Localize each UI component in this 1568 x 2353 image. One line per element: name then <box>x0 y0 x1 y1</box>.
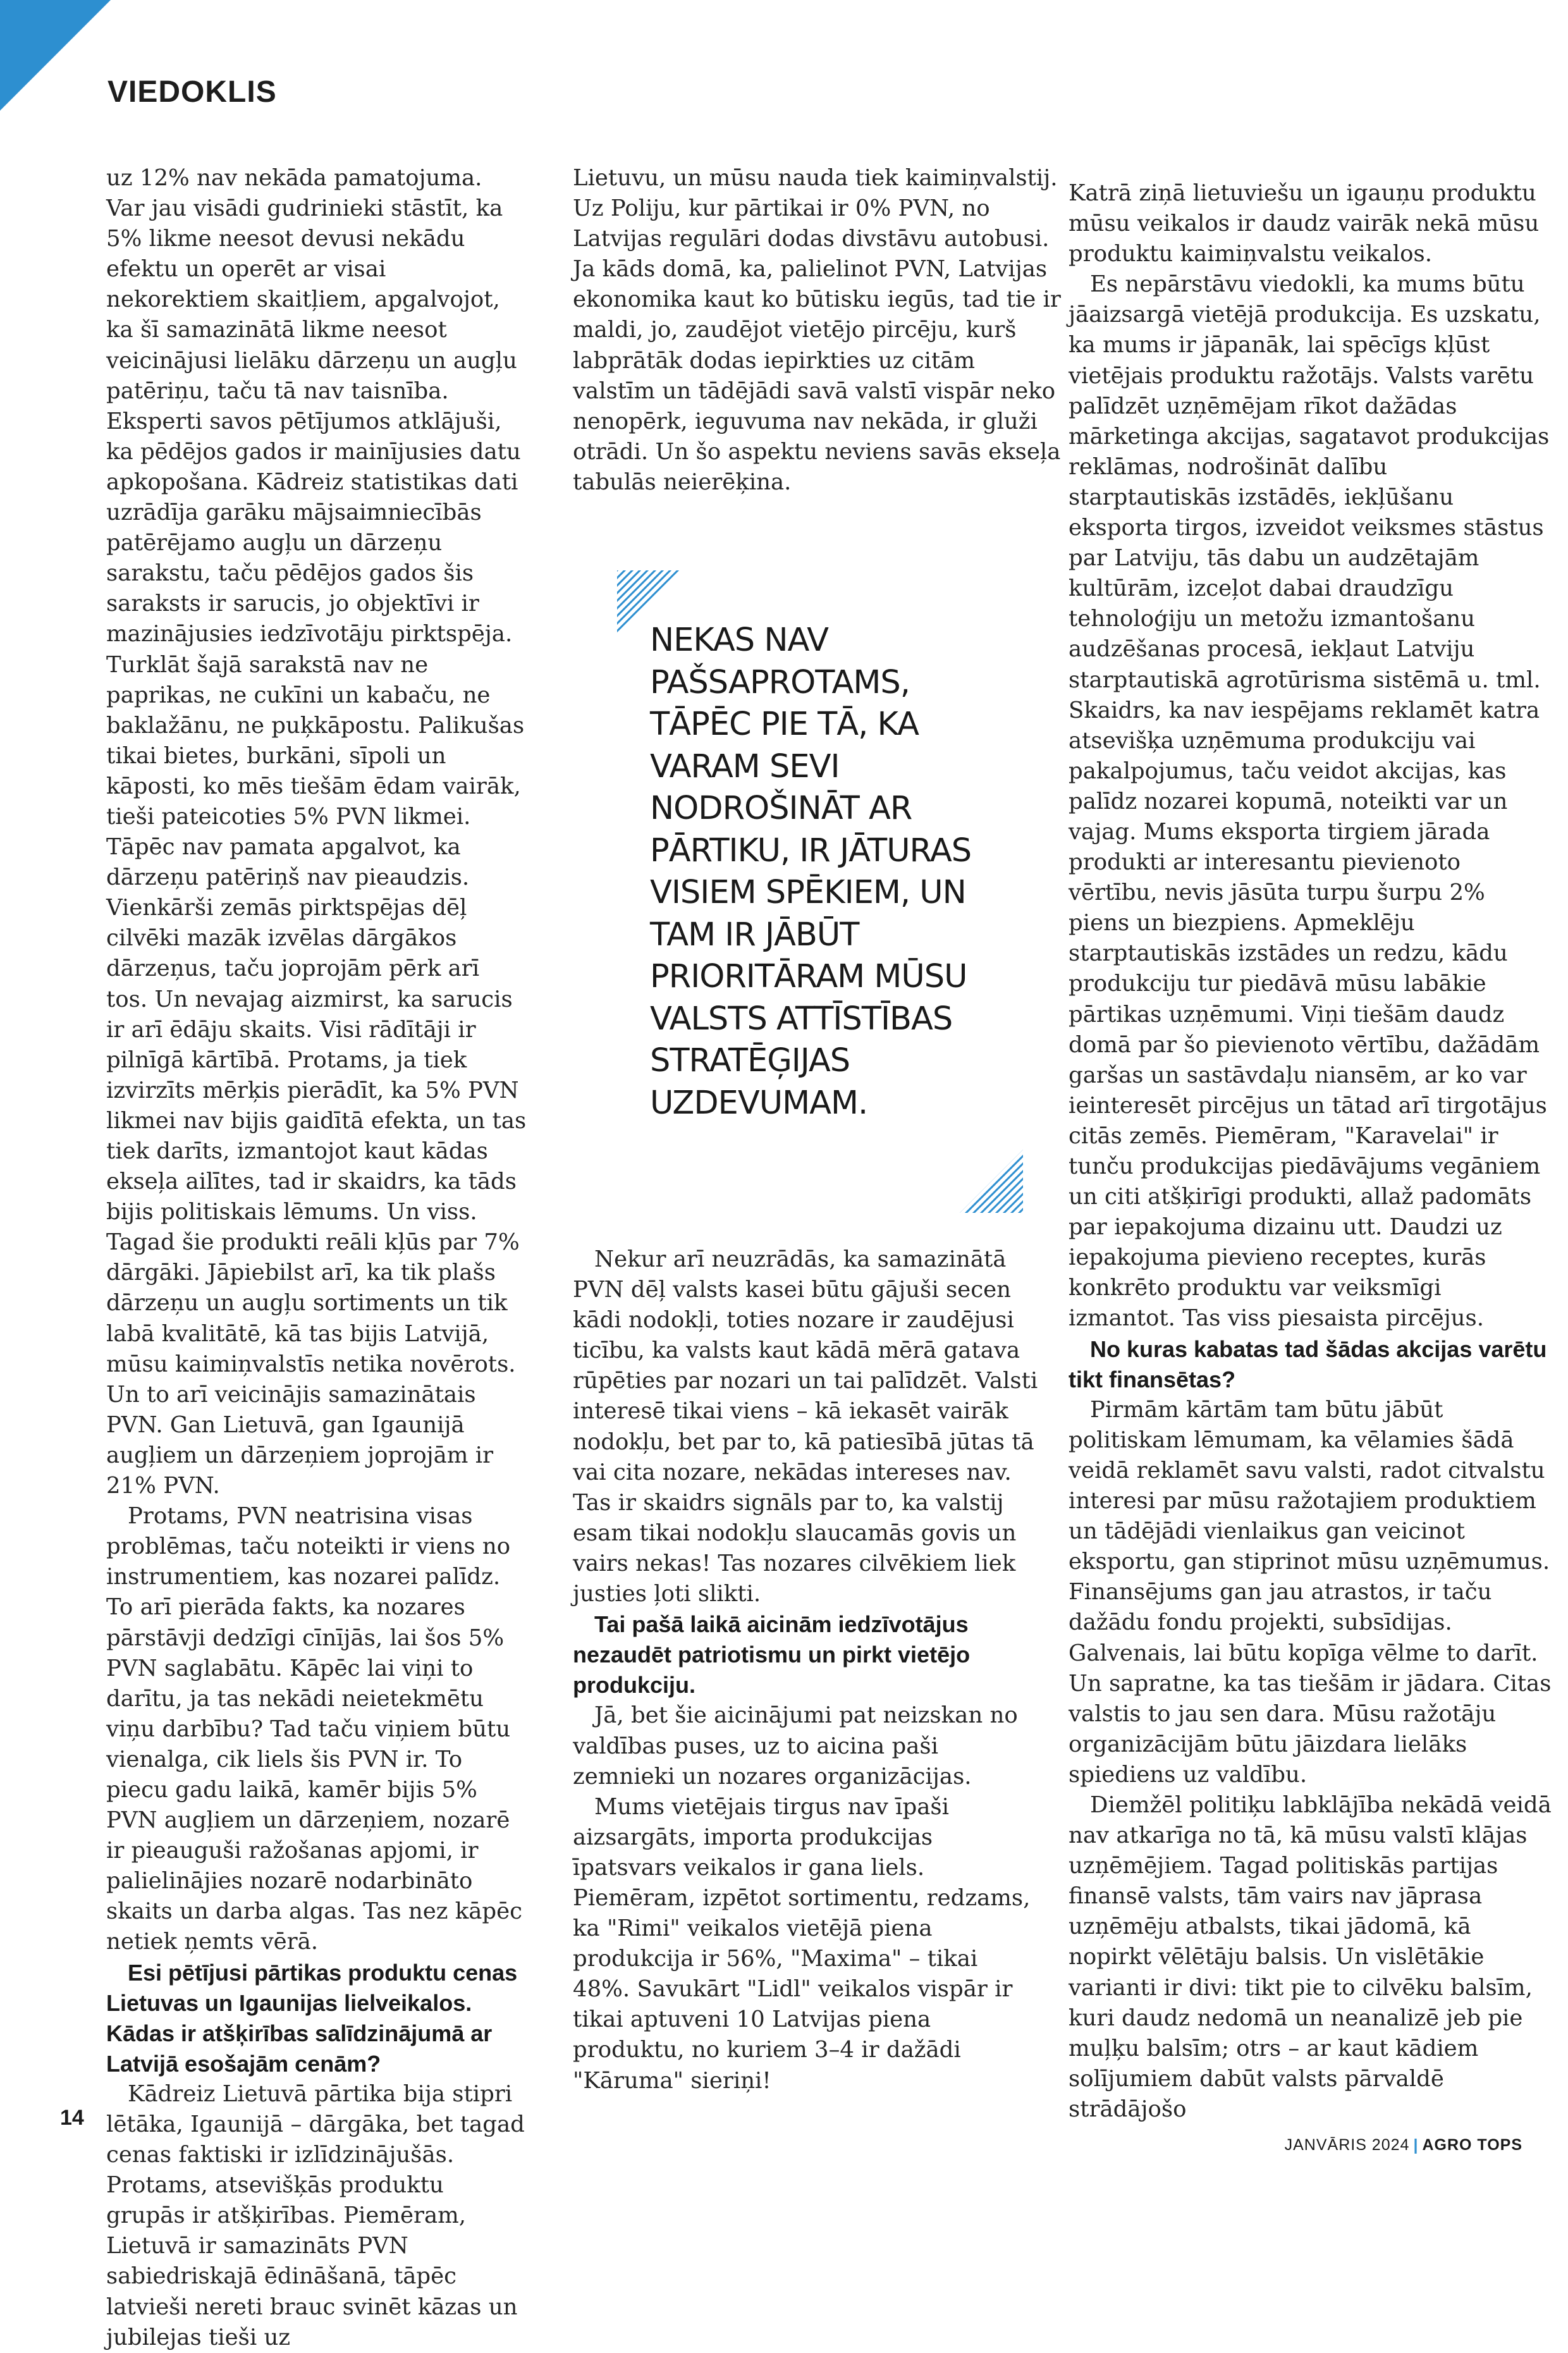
article-column-1 <box>106 163 527 2353</box>
paragraph: Jā, bet šie aicinājumi pat neizskan no valdības puses, uz to aicina paši zemnieki un nozares organizācijas. <box>573 1702 1018 1790</box>
corner-accent <box>0 0 111 111</box>
magazine-name: AGRO TOPS <box>1422 2136 1522 2154</box>
paragraph: Kādreiz Lietuvā pārtika bija stipri lētāka, Igaunijā – dārgāka, bet tagad cenas faktiski ir izlīdzinājušās. Protams, atsevišķās produktu grupās ir atšķirības. Piemēram, Lietuvā ir samazināts PVN sabiedriskajā ēdināšanā, tāpēc latvieši nereti brauc svinēt kāzas un jubilejas tieši uz <box>106 2080 525 2350</box>
paragraph: Mums vietējais tirgus nav īpaši aizsargāts, importa produkcijas īpatsvars veikalos ir gana liels. Piemēram, izpētot sortimentu, redzams, ka "Rimi" veikalos vietējā piena produkcija ir 56%, "Maxima" – tikai 48%. Savukārt "Lidl" veikalos vispār ir tikai aptuveni 10 Latvijas piena produktu, no kuriem 3–4 ir dažādi "Kāruma" sieriņi! <box>573 1793 1031 2094</box>
paragraph: Es nepārstāvu viedokli, ka mums būtu jāaizsargā vietējā produkcija. Es uzskatu, ka mums ir jāpanāk, lai spēcīgs kļūst vietējais produktu ražotājs. Valsts varētu palīdzēt uzņēmējam rīkot dažādas mārketinga akcijas, sagatavot produkcijas reklāmas, nodrošināt dalību starptautiskās izstādēs, iekļūšanu eksporta tirgos, izveidot veiksmes stāstus par Latviju, tās dabu un audzētajām kultūrām, izceļot dabai draudzīgu tehnoloģiju un metožu izmantošanu audzēšanas procesā, iekļaut Latviju starptautiskā agrotūrisma sistēmā u. tml. Skaidrs, ka nav iespējams reklamēt katra atsevišķa uzņēmuma produkciju vai pakalpojumus, taču veidot akcijas, kas palīdz nozarei kopumā, noteikti var un vajag. Mums eksporta tirgiem jārada produkti ar interesantu pievienoto vērtību, nevis jāsūta turpu šurpu 2% piens un biezpiens. Apmeklēju starptautiskās izstādes un redzu, kādu produkciju tur piedāvā mūsu labākie pārtikas uzņēmumi. Viņi tiešām daudz domā par šo pievienoto vērtību, dažādām garšas un sastāvdaļu niansēm, ar ko var ieinteresēt pircējus un tātad arī tirgotājus citās zemēs. Piemēram, "Karavelai" ir tunču produkcijas piedāvājums vegāniem un citi atšķirīgi produkti, allaž padomāts par iepakojuma dizainu utt. Daudzi uz iepakojuma pievieno receptes, kurās konkrēto produktu var veiksmīgi izmantot. Tas viss piesaista pircējus. <box>1069 271 1550 1332</box>
section-title: VIEDOKLIS <box>107 75 277 109</box>
paragraph: Diemžēl politiķu labklājība nekādā veidā nav atkarīga no tā, kā mūsu valstī klājas uzņēmējiem. Tagad politiskās partijas finansē valsts, tām vairs nav jāprasa uzņēmēju atbalsts, tikai jādomā, kā nopirkt vēlētāju balsis. Un vislētākie varianti ir divi: tikt pie to cilvēku balsīm, kuri daudz nedomā un neanalizē jeb pie muļķu balsīm; otrs – ar kaut kādiem solījumiem dabūt valsts pārvaldē strādājošo <box>1069 1791 1552 2122</box>
paragraph: Protams, PVN neatrisina visas problēmas, taču noteikti ir viens no instrumentiem, kas nozarei palīdz. To arī pierāda fakts, ka nozares pārstāvji dedzīgi cīnījās, lai šos 5% PVN saglabātu. Kāpēc lai viņi to darītu, ja tas nekādi neietekmētu viņu darbību? Tad taču viņiem būtu vienalga, cik liels šis PVN ir. To piecu gadu laikā, kamēr bijis 5% PVN augļiem un dārzeņiem, nozarē ir pieauguši ražošanas apjomi, ir palielinājies nozarē nodarbināto skaits un darba algas. Tas nez kāpēc netiek ņemts vērā. <box>106 1503 522 1955</box>
issue-date: JANVĀRIS 2024 <box>1284 2136 1410 2154</box>
footer-masthead <box>1285 2136 1522 2154</box>
interview-question: Tai pašā laikā aicinām iedzīvotājus nezaudēt patriotismu un pirkt vietējo produkciju. <box>573 1611 971 1699</box>
paragraph: Lietuvu, un mūsu nauda tiek kaimiņvalstij. Uz Poliju, kur pārtikai ir 0% PVN, no Latvijas regulāri dodas divstāvu autobusi. Ja kāds domā, ka, palielinot PVN, Latvijas ekonomika kaut ko būtisku iegūs, tad tie ir maldi, jo, zaudējot vietējo pircēju, kurš labprātāk dodas iepirkties uz citām valstīm un tādējādi savā valstī vispār neko nenopērk, ieguvuma nav nekāda, ir gluži otrādi. Un šo aspektu neviens savās ekseļa tabulās neierēķina. <box>573 165 1061 495</box>
paragraph: uz 12% nav nekāda pamatojuma. Var jau visādi gudrinieki stāstīt, ka 5% likme neesot devusi nekādu efektu un operēt ar visai nekorektiem skaitļiem, apgalvojot, ka šī samazinātā likme neesot veicinājusi lielāku dārzeņu un augļu patēriņu, taču tā nav taisnība. Eksperti savos pētījumos atklājuši, ka pēdējos gados ir mainījusies datu apkopošana. Kādreiz statistikas dati uzrādīja garāku mājsaimniecībās patērējamo augļu un dārzeņu sarakstu, taču pēdējos gados šis saraksts ir sarucis, jo objektīvi ir mazinājusies iedzīvotāju pirktspēja. Turklāt šajā sarakstā nav ne paprikas, ne cukīni un kabaču, ne baklažānu, ne puķkāpostu. Palikušas tikai bietes, burkāni, sīpoli un kāposti, ko mēs tiešām ēdam vairāk, tieši pateicoties 5% PVN likmei. Tāpēc nav pamata apgalvot, ka dārzeņu patēriņš nav pieaudzis. Vienkārši zemās pirktspējas dēļ cilvēki mazāk izvēlas dārgākos dārzeņus, taču joprojām pērk arī tos. Un nevajag aizmirst, ka sarucis ir arī ēdāju skaits. Visi rādītāji ir pilnīgā kārtībā. Protams, ja tiek izvirzīts mērķis pierādīt, ka 5% PVN likmei nav bijis gaidītā efekta, un tas tiek darīts, izmantojot kaut kādas ekseļa ailītes, tad ir skaidrs, ka tāds bijis politiskais lēmums. Un viss. Tagad šie produkti reāli kļūs par 7% dārgāki. Jāpiebilst arī, ka tik plašs dārzeņu un augļu sortiments un tik labā kvalitātē, kā tas bijis Latvijā, mūsu kaimiņvalstīs netika novērots. Un to arī veicinājis samazinātais PVN. Gan Lietuvā, gan Igaunijā augļiem un dārzeņiem joprojām ir 21% PVN. <box>106 165 527 1499</box>
interview-question: No kuras kabatas tad šādas akcijas varētu tikt finansētas? <box>1069 1336 1547 1392</box>
footer-divider: | <box>1413 2136 1419 2154</box>
article-column-2 <box>573 163 1061 498</box>
pull-quote: NEKAS NAV PAŠSAPROTAMS, TĀPĒC PIE TĀ, KA VARAM SEVI NODROŠINĀT AR PĀRTIKU, IR JĀTURAS VISIEM SPĒKIEM, UN TAM IR JĀBŪT PRIORITĀRAM MŪSU VALSTS ATTĪSTĪBAS STRATĒĢIJAS UZDEVUMAM. <box>650 622 972 1122</box>
interview-question: Esi pētījusi pārtikas produktu cenas Lietuvas un Igaunijas lielveikalos. Kādas ir atšķirības salīdzinājumā ar Latvijā esošajām cenām? <box>106 1959 518 2077</box>
hatch-decoration-bottom <box>960 1150 1023 1213</box>
page-number: 14 <box>60 2106 84 2130</box>
paragraph: Pirmām kārtām tam būtu jābūt politiskam lēmumam, ka vēlamies šādā veidā reklamēt savu valsti, radot citvalstu interesi par mūsu ražotajiem produktiem un tādējādi vienlaikus gan veicinot eksportu, gan stiprinot mūsu uzņēmumus. Finansējums gan jau atrastos, ir taču dažādu fondu projekti, subsīdijas. Galvenais, lai būtu kopīga vēlme to darīt. Un sapratne, ka tas tiešām ir jādara. Citas valstis to jau sen dara. Mūsu ražotāju organizācijām būtu jāizdara lielāks spiediens uz valdību. <box>1069 1396 1552 1788</box>
article-column-2-continued <box>573 1244 1041 2096</box>
paragraph: Katrā ziņā lietuviešu un igauņu produktu mūsu veikalos ir daudz vairāk nekā mūsu produktu kaimiņvalstu veikalos. <box>1069 180 1540 267</box>
paragraph: Nekur arī neuzrādās, ka samazinātā PVN dēļ valsts kasei būtu gājuši secen kādi nodokļi, toties nozare ir zaudējusi ticību, ka valsts kaut kādā mērā gatava rūpēties par nozari un tai palīdzēt. Valsti interesē tikai viens – kā iekasēt vairāk nodokļu, bet par to, kā patiesībā jūtas tā vai cita nozare, nekādas intereses nav. Tas ir skaidrs signāls par to, ka valstij esam tikai nodokļu slaucamās govis un vairs nekas! Tas nozares cilvēkiem liek justies ļoti slikti. <box>573 1246 1038 1607</box>
article-column-3 <box>1069 178 1552 2125</box>
